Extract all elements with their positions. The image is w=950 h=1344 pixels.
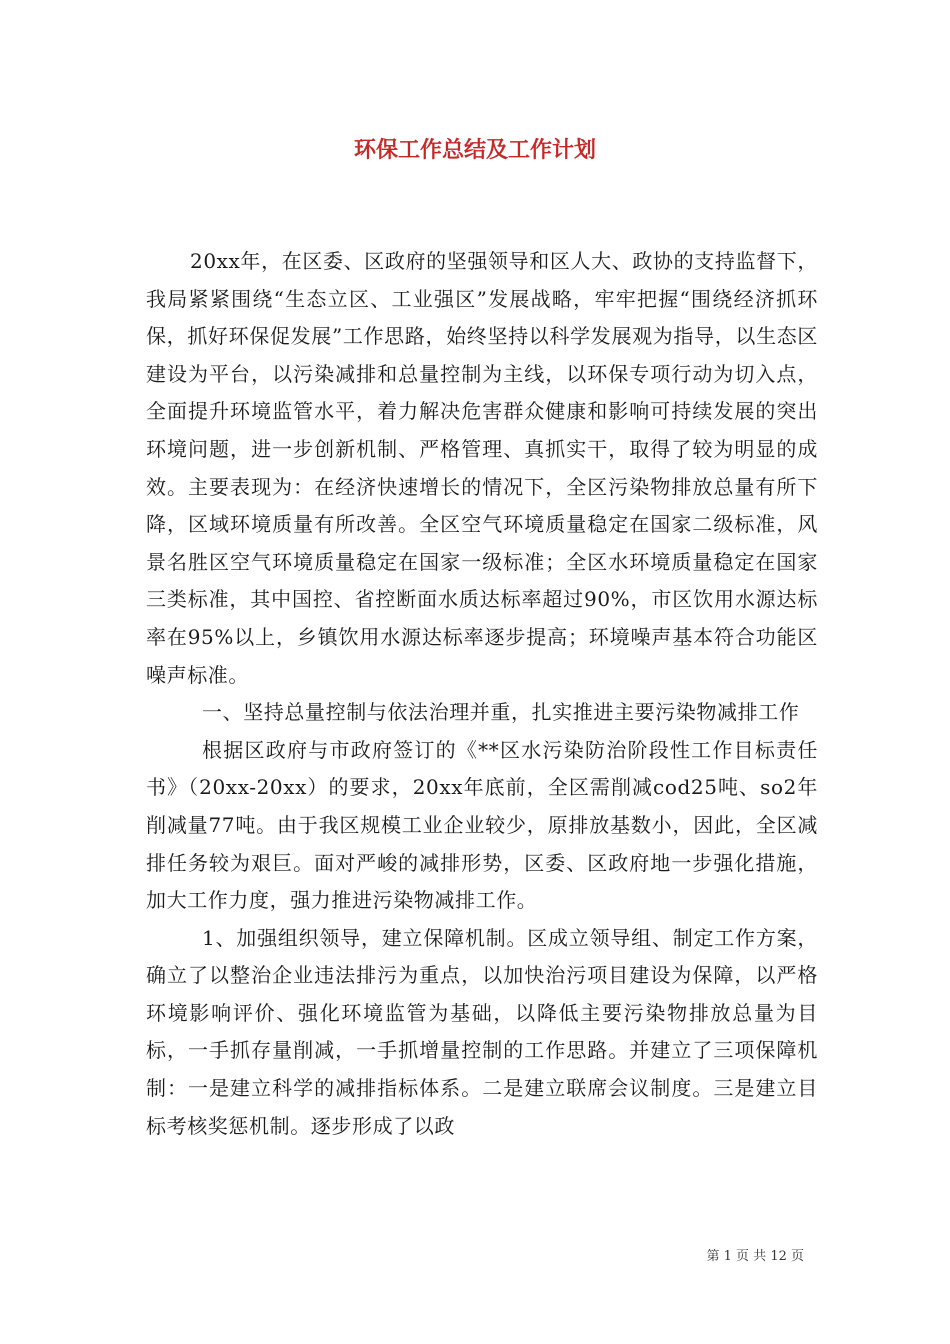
section-heading-1: 一、坚持总量控制与依法治理并重，扎实推进主要污染物减排工作	[202, 700, 800, 725]
document-title: 环保工作总结及工作计划	[353, 137, 596, 163]
basis-paragraph: 根据区政府与市政府签订的《**区水污染防治阶段性工作目标责任书》（20xx-20xx）的要求，20xx年底前，全区需削减cod25吨、so2年削减量77吨。由于我区规模工业企业较少，原排放基数小，因此，全区减排任务较为艰巨。面对严峻的减排形势，区委、区政府地一步强化措施，加大工作力度，强力推进污染物减排工作。	[146, 737, 818, 913]
page-number-footer: 第 1 页 共 12 页	[706, 1249, 804, 1264]
document-body	[146, 243, 818, 1145]
intro-paragraph: 20xx年，在区委、区政府的坚强领导和区人大、政协的支持监督下，我局紧紧围绕“生态立区、工业强区”发展战略，牢牢把握“围绕经济抓环保，抓好环保促发展”工作思路，始终坚持以科学发展观为指导，以生态区建设为平台，以污染减排和总量控制为主线，以环保专项行动为切入点，全面提升环境监管水平，着力解决危害群众健康和影响可持续发展的突出环境问题，进一步创新机制、严格管理、真抓实干，取得了较为明显的成效。主要表现为：在经济快速增长的情况下，全区污染物排放总量有所下降，区域环境质量有所改善。全区空气环境质量稳定在国家二级标准，风景名胜区空气环境质量稳定在国家一级标准；全区水环境质量稳定在国家三类标准，其中国控、省控断面水质达标率超过90%，市区饮用水源达标率在95%以上，乡镇饮用水源达标率逐步提高；环境噪声基本符合功能区噪声标准。	[146, 249, 818, 687]
item-1-paragraph: 1、加强组织领导，建立保障机制。区成立领导组、制定工作方案，确立了以整治企业违法排污为重点，以加快治污项目建设为保障，以严格环境影响评价、强化环境监管为基础，以降低主要污染物排放总量为目标，一手抓存量削减，一手抓增量控制的工作思路。并建立了三项保障机制：一是建立科学的减排指标体系。二是建立联席会议制度。三是建立目标考核奖惩机制。逐步形成了以政	[146, 925, 818, 1138]
